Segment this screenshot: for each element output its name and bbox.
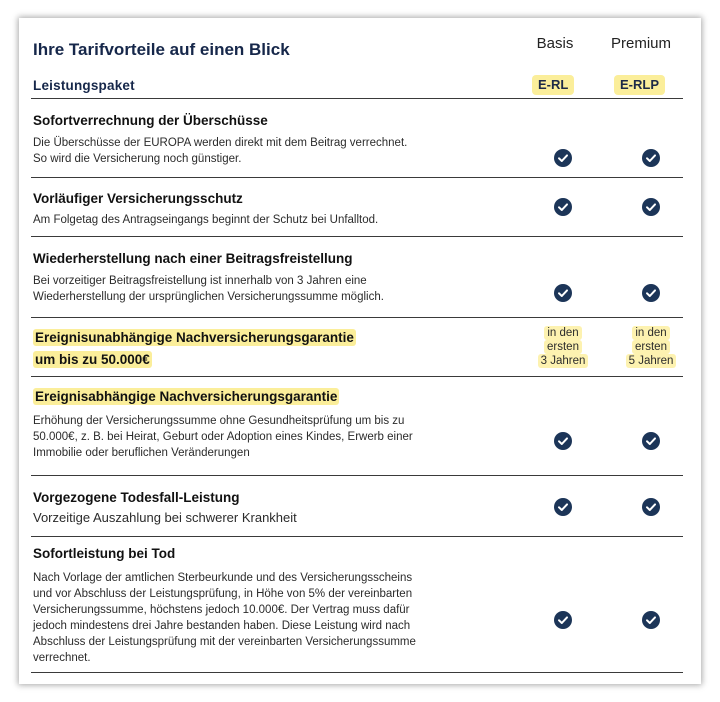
benefit-row-vorgezogene-leistung — [31, 476, 683, 536]
tariff-tag-basis: E-RL — [532, 75, 574, 95]
check-icon — [642, 284, 660, 302]
check-icon — [554, 198, 572, 216]
description-line: Immobilie oder beruflichen Veränderungen — [33, 447, 250, 459]
package-label: Leistungspaket — [33, 78, 135, 93]
benefit-title — [33, 386, 339, 408]
benefit-row-ereignisunabhaengig — [31, 318, 683, 376]
description-line: Erhöhung der Versicherungssumme ohne Gesundheitsprüfung um bis zu — [33, 415, 405, 427]
benefit-row-vorlaeufiger-schutz — [31, 178, 683, 236]
check-icon — [554, 149, 572, 167]
benefit-title — [33, 327, 356, 371]
benefit-row-ereignisabhaengig — [31, 377, 683, 475]
benefit-description — [33, 135, 513, 167]
title-line: Ereignisunabhängige Nachversicherungsgarantie — [35, 330, 354, 345]
benefit-description — [33, 413, 513, 461]
note-line: 5 Jahren — [626, 354, 677, 368]
description-line: Wiederherstellung der ursprünglichen Versicherungssumme möglich. — [33, 291, 384, 303]
check-icon — [642, 498, 660, 516]
note-line: in den — [632, 326, 669, 340]
note-line: ersten — [632, 340, 670, 354]
title-line: um bis zu 50.000€ — [35, 352, 150, 367]
premium-period-note — [621, 326, 681, 368]
description-line: Nach Vorlage der amtlichen Sterbeurkunde und des Versicherungsscheins — [33, 572, 413, 584]
description-line: So wird die Versicherung noch günstiger. — [33, 153, 242, 165]
tariff-tag-premium: E-RLP — [614, 75, 665, 95]
benefit-title: Vorläufiger Versicherungsschutz — [33, 191, 243, 206]
check-icon — [554, 611, 572, 629]
check-icon — [642, 198, 660, 216]
note-line: ersten — [544, 340, 582, 354]
description-line: Am Folgetag des Antragseingangs beginnt der Schutz bei Unfalltod. — [33, 214, 379, 226]
check-icon — [554, 284, 572, 302]
description-line: und vor Abschluss der Leistungsprüfung, in Höhe von 5% der vereinbarten — [33, 588, 413, 600]
benefit-title: Vorgezogene Todesfall-Leistung — [33, 490, 240, 505]
benefit-title: Wiederherstellung nach einer Beitragsfreistellung — [33, 251, 353, 266]
description-line: jedoch mindestens drei Jahre bestanden haben. Diese Leistung wird nach — [33, 620, 411, 632]
description-line: 50.000€, z. B. bei Heirat, Geburt oder Adoption eines Kindes, Erwerb einer — [33, 431, 413, 443]
title-line: Ereignisabhängige Nachversicherungsgarantie — [35, 389, 338, 404]
description-line: verrechnet. — [33, 652, 91, 664]
description-line: Die Überschüsse der EUROPA werden direkt mit dem Beitrag verrechnet. — [33, 137, 408, 149]
tariff-card — [19, 18, 701, 684]
check-icon — [554, 498, 572, 516]
benefit-row-overschuss — [31, 99, 683, 177]
divider — [31, 672, 683, 673]
description-line: Bei vorzeitiger Beitragsfreistellung ist innerhalb von 3 Jahren eine — [33, 275, 367, 287]
benefit-description — [33, 570, 513, 666]
benefit-title: Sofortleistung bei Tod — [33, 546, 176, 561]
column-header-basis: Basis — [536, 35, 574, 52]
description-line: Abschluss der Leistungsprüfung mit der vereinbarten Versicherungssumme — [33, 636, 416, 648]
benefit-description — [33, 273, 513, 305]
basis-period-note — [533, 326, 593, 368]
benefit-description — [33, 212, 513, 228]
description-line: Vorzeitige Auszahlung bei schwerer Krankheit — [33, 510, 297, 525]
note-line: 3 Jahren — [538, 354, 589, 368]
page-title: Ihre Tarifvorteile auf einen Blick — [33, 40, 290, 59]
description-line: Versicherungssumme, höchstens jedoch 10.000€. Der Vertrag muss dafür — [33, 604, 410, 616]
check-icon — [642, 149, 660, 167]
benefit-row-sofortleistung — [31, 537, 683, 672]
note-line: in den — [544, 326, 581, 340]
benefit-row-wiederherstellung — [31, 237, 683, 317]
benefit-title: Sofortverrechnung der Überschüsse — [33, 113, 268, 128]
benefit-description — [33, 510, 513, 526]
column-header-premium: Premium — [610, 35, 671, 52]
check-icon — [642, 432, 660, 450]
check-icon — [554, 432, 572, 450]
check-icon — [642, 611, 660, 629]
